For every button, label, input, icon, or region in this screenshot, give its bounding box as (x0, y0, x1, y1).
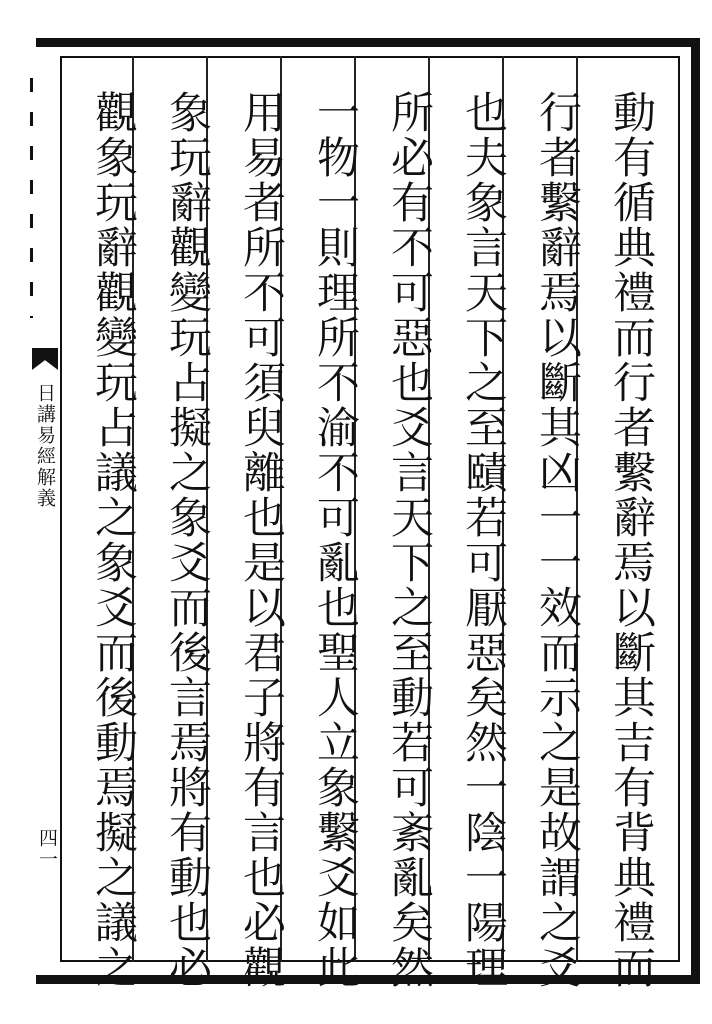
text-column-3 (452, 90, 514, 990)
column-text: 一物一則理所不渝不可亂也聖人立象繫爻如此 (310, 90, 360, 990)
column-text: 觀象玩辭觀變玩占議之象爻而後動焉擬之議之 (88, 90, 138, 990)
text-column-7 (156, 90, 218, 990)
column-text: 行者繫辭焉以斷其凶一一效而示之是故謂之爻 (532, 90, 582, 990)
page-number: 四一 (36, 828, 58, 870)
column-text: 所必有不可惡也爻言天下之至動若可紊亂矣然 (384, 90, 434, 990)
text-column-5 (304, 90, 366, 990)
text-column-8 (82, 90, 144, 990)
fore-edge-dashed-line (30, 78, 33, 318)
text-column-6 (230, 90, 292, 990)
column-text: 也夫象言天下之至賾若可厭惡矣然一陰一陽理 (458, 90, 508, 990)
text-column-4 (378, 90, 440, 990)
frame-top-border (36, 38, 700, 47)
fore-edge-strip (0, 38, 60, 984)
book-title: 日講易經解義 (34, 383, 56, 509)
text-column-2 (526, 90, 588, 990)
column-text: 動有循典禮而行者繫辭焉以斷其吉有背典禮而 (606, 90, 656, 990)
fishtail-mark-icon (32, 348, 58, 370)
frame-right-border (691, 38, 700, 984)
column-text: 象玩辭觀變玩占擬之象爻而後言焉將有動也必 (162, 90, 212, 990)
text-column-1 (600, 90, 662, 990)
column-text: 用易者所不可須臾離也是以君子將有言也必觀 (236, 90, 286, 990)
